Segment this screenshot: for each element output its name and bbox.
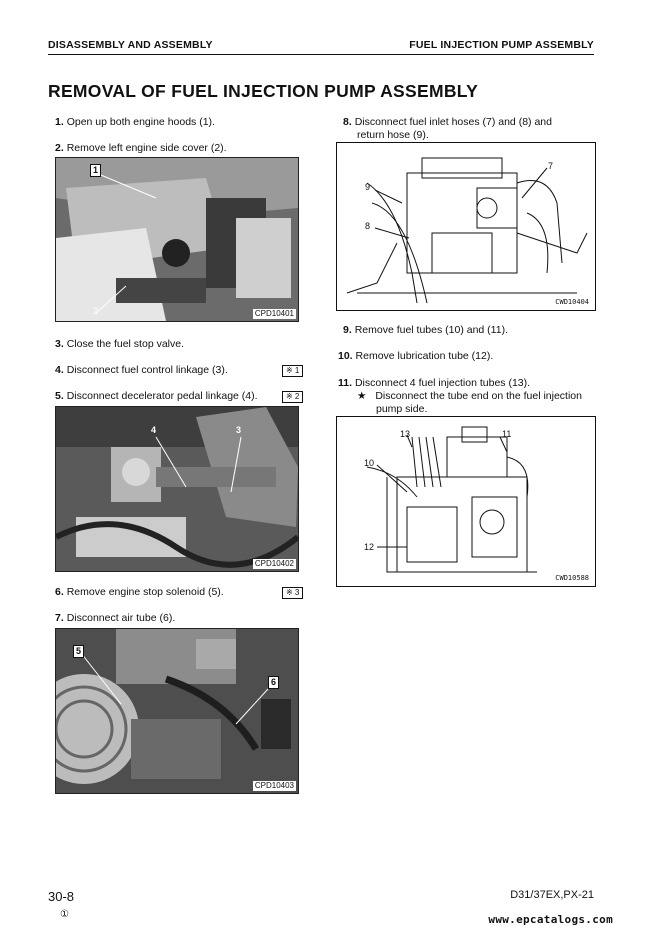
photo1-callout-1: 1 [90, 164, 101, 177]
step-11: 11. Disconnect 4 fuel injection tubes (13). ★ Disconnect the tube end on the fuel injection pump side. [338, 377, 582, 415]
photo-engine-hood [55, 157, 299, 322]
photo2-callout-4: 4 [151, 425, 157, 435]
drawing1-callout-8: 8 [365, 221, 371, 231]
photo-engine-stop-solenoid [55, 628, 299, 794]
step-5: 5. Disconnect decelerator pedal linkage (4). [55, 390, 258, 402]
drawing2-callout-10: 10 [364, 458, 375, 468]
drawing2-callout-13: 13 [400, 429, 411, 439]
chapter-header: FUEL INJECTION PUMP ASSEMBLY [409, 39, 594, 51]
photo1-callout-2: 2 [93, 306, 99, 316]
drawing1-code: CWD10404 [555, 298, 589, 306]
page-title: REMOVAL OF FUEL INJECTION PUMP ASSEMBLY [48, 81, 479, 101]
photo2-code: CPD10402 [254, 559, 294, 568]
step-7: 7. Disconnect air tube (6). [55, 612, 176, 624]
note-star-icon: ★ [357, 390, 367, 402]
header-rule [48, 54, 594, 55]
ref-mark-2: ※ 2 [282, 391, 303, 403]
drawing-fuel-inlet-hoses [336, 142, 596, 311]
page-number: 30-8 [48, 889, 75, 904]
photo2-callout-3: 3 [236, 425, 242, 435]
step-10: 10. Remove lubrication tube (12). [338, 350, 494, 362]
photo3-callout-5: 5 [73, 645, 84, 658]
photo3-callout-6: 6 [268, 676, 279, 689]
drawing1-callout-9: 9 [365, 182, 371, 192]
revision-mark: ① [60, 909, 69, 920]
photo1-code: CPD10401 [254, 309, 294, 318]
drawing2-code: CWD10588 [555, 574, 589, 582]
drawing2-callout-12: 12 [364, 542, 375, 552]
ref-mark-3: ※ 3 [282, 587, 303, 599]
step-6: 6. Remove engine stop solenoid (5). [55, 586, 224, 598]
step-8: 8. Disconnect fuel inlet hoses (7) and (8) and return hose (9). [343, 116, 552, 141]
photo-fuel-linkage [55, 406, 299, 572]
model-number: D31/37EX,PX-21 [510, 889, 594, 901]
section-header: DISASSEMBLY AND ASSEMBLY [48, 39, 213, 51]
drawing2-callout-11: 11 [502, 429, 512, 439]
drawing-injection-tubes [336, 416, 596, 587]
site-watermark: www.epcatalogs.com [488, 913, 613, 926]
step-9: 9. Remove fuel tubes (10) and (11). [343, 324, 508, 336]
step-1: 1. Open up both engine hoods (1). [55, 116, 215, 128]
photo3-code: CPD10403 [254, 781, 294, 790]
ref-mark-1: ※ 1 [282, 365, 303, 377]
step-4: 4. Disconnect fuel control linkage (3). [55, 364, 228, 376]
drawing1-callout-7: 7 [548, 161, 554, 171]
step-3: 3. Close the fuel stop valve. [55, 338, 185, 350]
step-2: 2. Remove left engine side cover (2). [55, 142, 227, 154]
